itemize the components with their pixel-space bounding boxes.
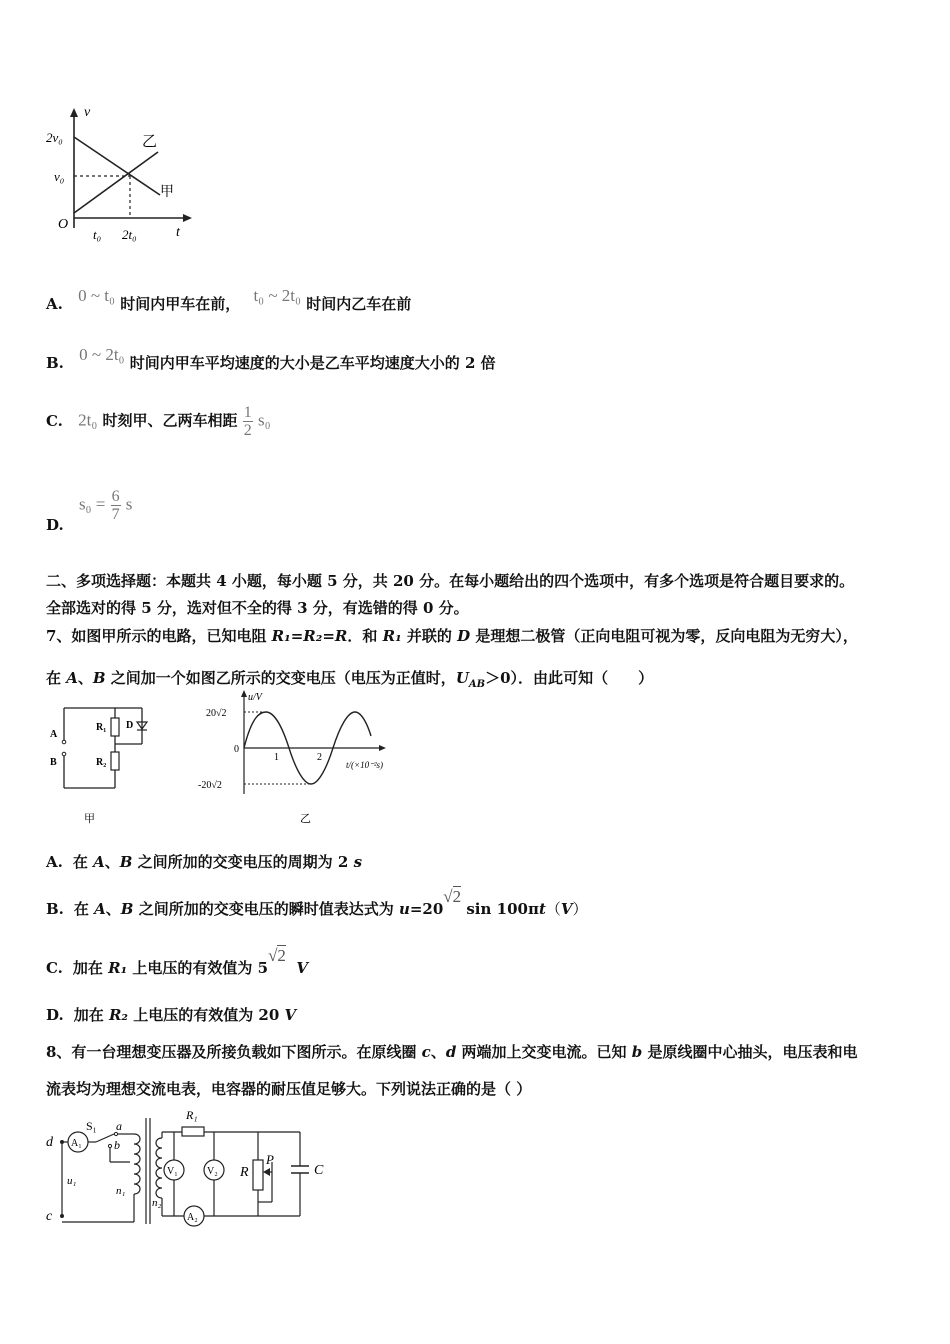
resistor-r1 [111,718,119,736]
velocity-time-graph [40,100,210,250]
label-s1: S₁ [86,1119,97,1133]
q7-stem: 7、如图甲所示的电路，已知电阻 R₁=R₂=R．和 R₁ 并联的 D 是理想二极管（正向电阻可视为零，反向电阻为无穷大）， 在 A、B 之间加一个如图乙所示的交变电压（电压为正值时，$U_{AB}>0$）．由此可知（ ） [46,627,858,690]
label-u1: u₁ [67,1175,77,1187]
tick-min: -20√2 [198,780,222,791]
tick-2: 2 [317,752,322,763]
axis-t-label: t/(×10⁻²s) [346,760,384,770]
tick-2t0: 2t₀ [122,227,137,242]
label-p: P [266,1152,274,1167]
label-a: A [50,729,58,740]
q6-option-d[interactable]: D. s₀ = $\frac{6}{7}$ s [46,488,133,534]
contact-b [108,1144,111,1147]
label-yi: 乙 [142,134,158,150]
axis-t-label: t [176,225,180,240]
caption-yi: 乙 [300,813,311,825]
label-r1: R₁ [96,722,107,733]
q7-waveform-yi [196,686,416,828]
axis-v-label: v [84,105,91,120]
sqrt-symbol: √2 [443,887,462,906]
rheostat-r [253,1160,263,1190]
q7-option-d[interactable]: D. 加在 R₂ 上电压的有效值为 20 V [46,1006,297,1024]
line-yi [74,152,158,213]
resistor-r2 [111,752,119,770]
terminal-c [60,1214,64,1218]
q7-circuit-jia [40,698,170,828]
v-axis-arrow [70,108,78,117]
resistor-r1 [182,1127,204,1136]
q7-option-b[interactable]: B. 在 A、B 之间所加的交变电压的瞬时值表达式为 u=20√2 sin 100πt（V） [46,887,588,918]
label-n1: n₁ [116,1185,126,1197]
tick-zero: 0 [234,744,239,755]
q6-option-b[interactable]: B. 0 ~ 2t₀ 时间内甲车平均速度的大小是乙车平均速度大小的 2 倍 [46,345,496,372]
label-a2: A₂ [187,1212,198,1223]
label-v2: V₂ [207,1166,218,1177]
label-b: b [114,1138,120,1152]
label-r1: R₁ [186,1108,198,1122]
label-c: c [46,1209,53,1224]
label-r: R [240,1165,249,1180]
tick-t0: t₀ [93,227,102,242]
t-axis-arrow [183,214,192,222]
label-a: a [116,1119,122,1133]
label-d: D [126,720,134,731]
q7-option-a[interactable]: A. 在 A、B 之间所加的交变电压的周期为 2 s [46,853,363,871]
primary-coil [134,1134,140,1194]
q8-transformer-circuit [40,1104,340,1234]
tick-v0: v₀ [54,169,65,184]
terminal-a [62,740,66,744]
fraction-one-half: $\frac{1}{2}$ [243,404,252,439]
q7-option-c[interactable]: C. 加在 R₁ 上电压的有效值为 5√2 V [46,946,309,977]
tick-2v0: 2v₀ [46,130,63,145]
sqrt-symbol: √2 [268,946,286,965]
label-d: d [46,1135,53,1150]
label-c-cap: C [314,1163,324,1178]
switch-s1 [96,1134,114,1142]
tick-1: 1 [274,752,279,763]
label-b: B [50,757,57,768]
t-axis-arrow [379,745,386,751]
q6-option-c[interactable]: C. 2t₀ 时刻甲、乙两车相距 $\frac{1}{2}$ s₀ [46,404,271,439]
fraction-six-sevenths: $\frac{6}{7}$ [111,488,120,523]
tick-max: 20√2 [206,708,227,719]
q6-option-a[interactable]: A. 0 ~ t₀ 时间内甲车在前， t₀ ~ 2t₀ 时间内乙车在前 [46,286,412,313]
u-axis-arrow [241,690,247,697]
secondary-coil [156,1138,162,1198]
section-2-header: 二、多项选择题：本题共 4 小题，每小题 5 分，共 20 分。在每小题给出的四个选项中，有多个选项是符合题目要求的。 全部选对的得 5 分，选对但不全的得 3 分，有选错的得 0 分。 [46,572,855,617]
label-v1: V₁ [167,1166,178,1177]
label-jia: 甲 [160,185,174,200]
label-r2: R₂ [96,757,107,768]
axis-u-label: u/V [248,692,262,703]
origin-label: O [58,217,69,232]
caption-jia: 甲 [84,813,95,825]
q8-stem: 8、有一台理想变压器及所接负载如下图所示。在原线圈 c、d 两端加上交变电流。已知 b 是原线圈中心抽头，电压表和电 流表均为理想交流电表，电容器的耐压值足够大。下列说法正确的是（ ） [46,1043,858,1098]
label-a1: A₁ [71,1138,82,1149]
label-n2: n₂ [152,1197,162,1209]
terminal-b [62,752,66,756]
slider-p-arrow [263,1168,270,1176]
